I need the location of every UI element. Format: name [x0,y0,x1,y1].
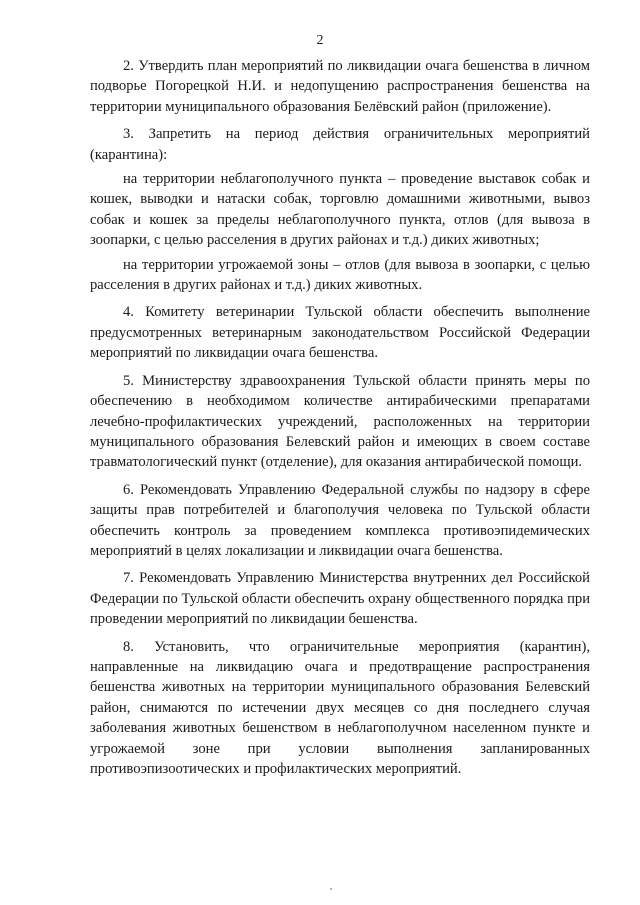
paragraph-3-infected-area: на территории неблагополучного пункта – проведение выставок собак и кошек, выводки и натаски собак, торговлю домашними животными, вывоз собак и кошек за пределы неблагополучного пункта, отлов (для вывоза в зоопарки, с целью расселения в других районах и т.д.) диких животных; [90,171,590,249]
paragraph-2-approve-plan: 2. Утвердить план мероприятий по ликвидации очага бешенства в личном подворье Погорецкой Н.И. и недопущению распространения бешенства на территории муниципального образования Белёвский район (приложение). [90,58,590,115]
paragraph-3-prohibit: 3. Запретить на период действия ограничительных мероприятий (карантина): [90,126,590,163]
scan-speck [330,888,332,890]
paragraph-8-quarantine-lift: 8. Установить, что ограничительные мероприятия (карантин), направленные на ликвидацию очага и предотвращение распространения бешенства животных на территории муниципального образования Белевский район, снимаются по истечении двух месяцев со дня последнего случая заболевания животных бешенством в неблагополучном населенном пункте и угрожаемой зоне при условии выполнения запланированных противоэпизоотических и профилактических мероприятий. [90,638,590,777]
paragraph-6-rospotrebnadzor: 6. Рекомендовать Управлению Федеральной службы по надзору в сфере защиты прав потребителей и благополучия человека по Тульской области обеспечить контроль за проведением комплекса противоэпидемических мероприятий в целях локализации и ликвидации очага бешенства. [90,481,590,559]
paragraph-3-threatened-zone: на территории угрожаемой зоны – отлов (для вывоза в зоопарки, с целью расселения в других районах и т.д.) диких животных. [90,256,590,294]
page-number: 2 [316,33,324,48]
document-body [90,56,590,779]
paragraph-4-veterinary-committee: 4. Комитету ветеринарии Тульской области обеспечить выполнение предусмотренных ветеринарным законодательством Российской Федерации мероприятий по ликвидации очага бешенства. [90,304,590,362]
paragraph-5-health-ministry: 5. Министерству здравоохранения Тульской области принять меры по обеспечению в необходимом количестве антирабическими препаратами лечебно-профилактических учреждений, расположенных на территории муниципального образования Белевский район и имеющих в своем составе травматологический пункт (отделение), для оказания антирабической помощи. [90,372,590,471]
paragraph-7-internal-affairs: 7. Рекомендовать Управлению Министерства внутренних дел Российской Федерации по Тульской области обеспечить охрану общественного порядка при проведении мероприятий по ликвидации бешенства. [90,570,590,628]
